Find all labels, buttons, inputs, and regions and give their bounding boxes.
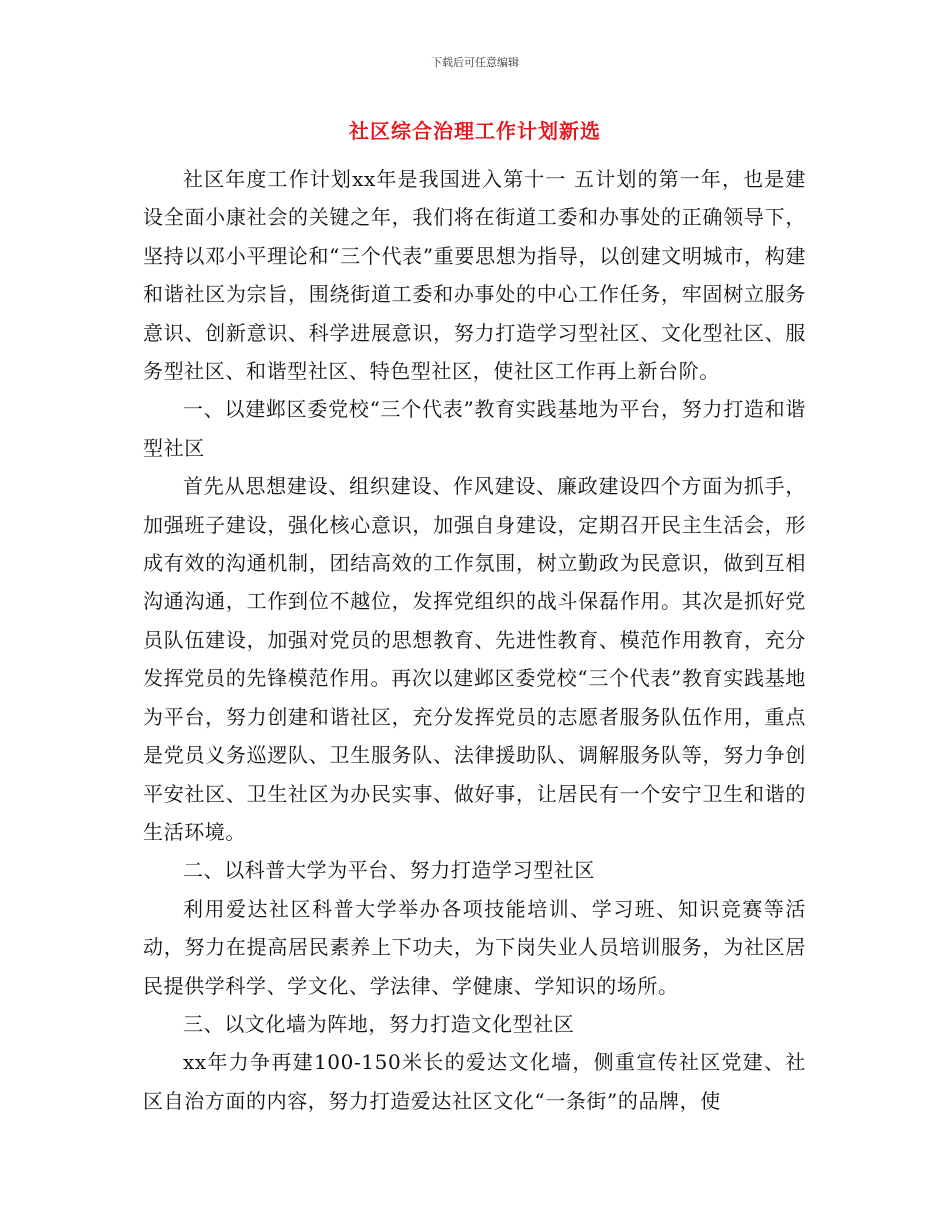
- intro-paragraph: 社区年度工作计划xx年是我国进入第十一 五计划的第一年，也是建设全面小康社会的关键之年，我们将在街道工委和办事处的正确领导下，坚持以邓小平理论和“三个代表”重要思想为指导，以创建文明城市，构建和谐社区为宗旨，围绕街道工委和办事处的中心工作任务，牢固树立服务意识、创新意识、科学进展意识，努力打造学习型社区、文化型社区、服务型社区、和谐型社区、特色型社区，使社区工作再上新台阶。: [143, 167, 806, 384]
- section-paragraph-2: 利用爱达社区科普大学举办各项技能培训、学习班、知识竞赛等活动，努力在提高居民素养上下功夫，为下岗失业人员培训服务，为社区居民提供学科学、学文化、学法律、学健康、学知识的场所。: [143, 896, 806, 998]
- header-note: 下载后可任意编辑: [431, 56, 519, 69]
- section-heading-3: 三、以文化墙为阵地，努力打造文化型社区: [183, 1011, 575, 1036]
- document-title: 社区综合治理工作计划新选: [349, 119, 601, 143]
- document-body: [143, 160, 806, 1120]
- section-heading-1: 一、以建邺区委党校“三个代表”教育实践基地为平台，努力打造和谐型社区: [143, 397, 806, 460]
- section-paragraph-3: xx年力争再建100-150米长的爱达文化墙，侧重宣传社区党建、社区自治方面的内容，努力打造爱达社区文化“一条街”的品牌，使: [143, 1050, 806, 1113]
- section-paragraph-1: 首先从思想建设、组织建设、作风建设、廉政建设四个方面为抓手，加强班子建设，强化核心意识，加强自身建设，定期召开民主生活会，形成有效的沟通机制，团结高效的工作氛围，树立勤政为民意识，做到互相沟通沟通，工作到位不越位，发挥党组织的战斗保磊作用。其次是抓好党员队伍建设，加强对党员的思想教育、先进性教育、模范作用教育，充分发挥党员的先锋模范作用。再次以建邺区委党校“三个代表”教育实践基地为平台，努力创建和谐社区，充分发挥党员的志愿者服务队伍作用，重点是党员义务巡逻队、卫生服务队、法律援助队、调解服务队等，努力争创平安社区、卫生社区为办民实事、做好事，让居民有一个安宁卫生和谐的生活环境。: [143, 474, 806, 844]
- section-heading-2: 二、以科普大学为平台、努力打造学习型社区: [183, 858, 595, 883]
